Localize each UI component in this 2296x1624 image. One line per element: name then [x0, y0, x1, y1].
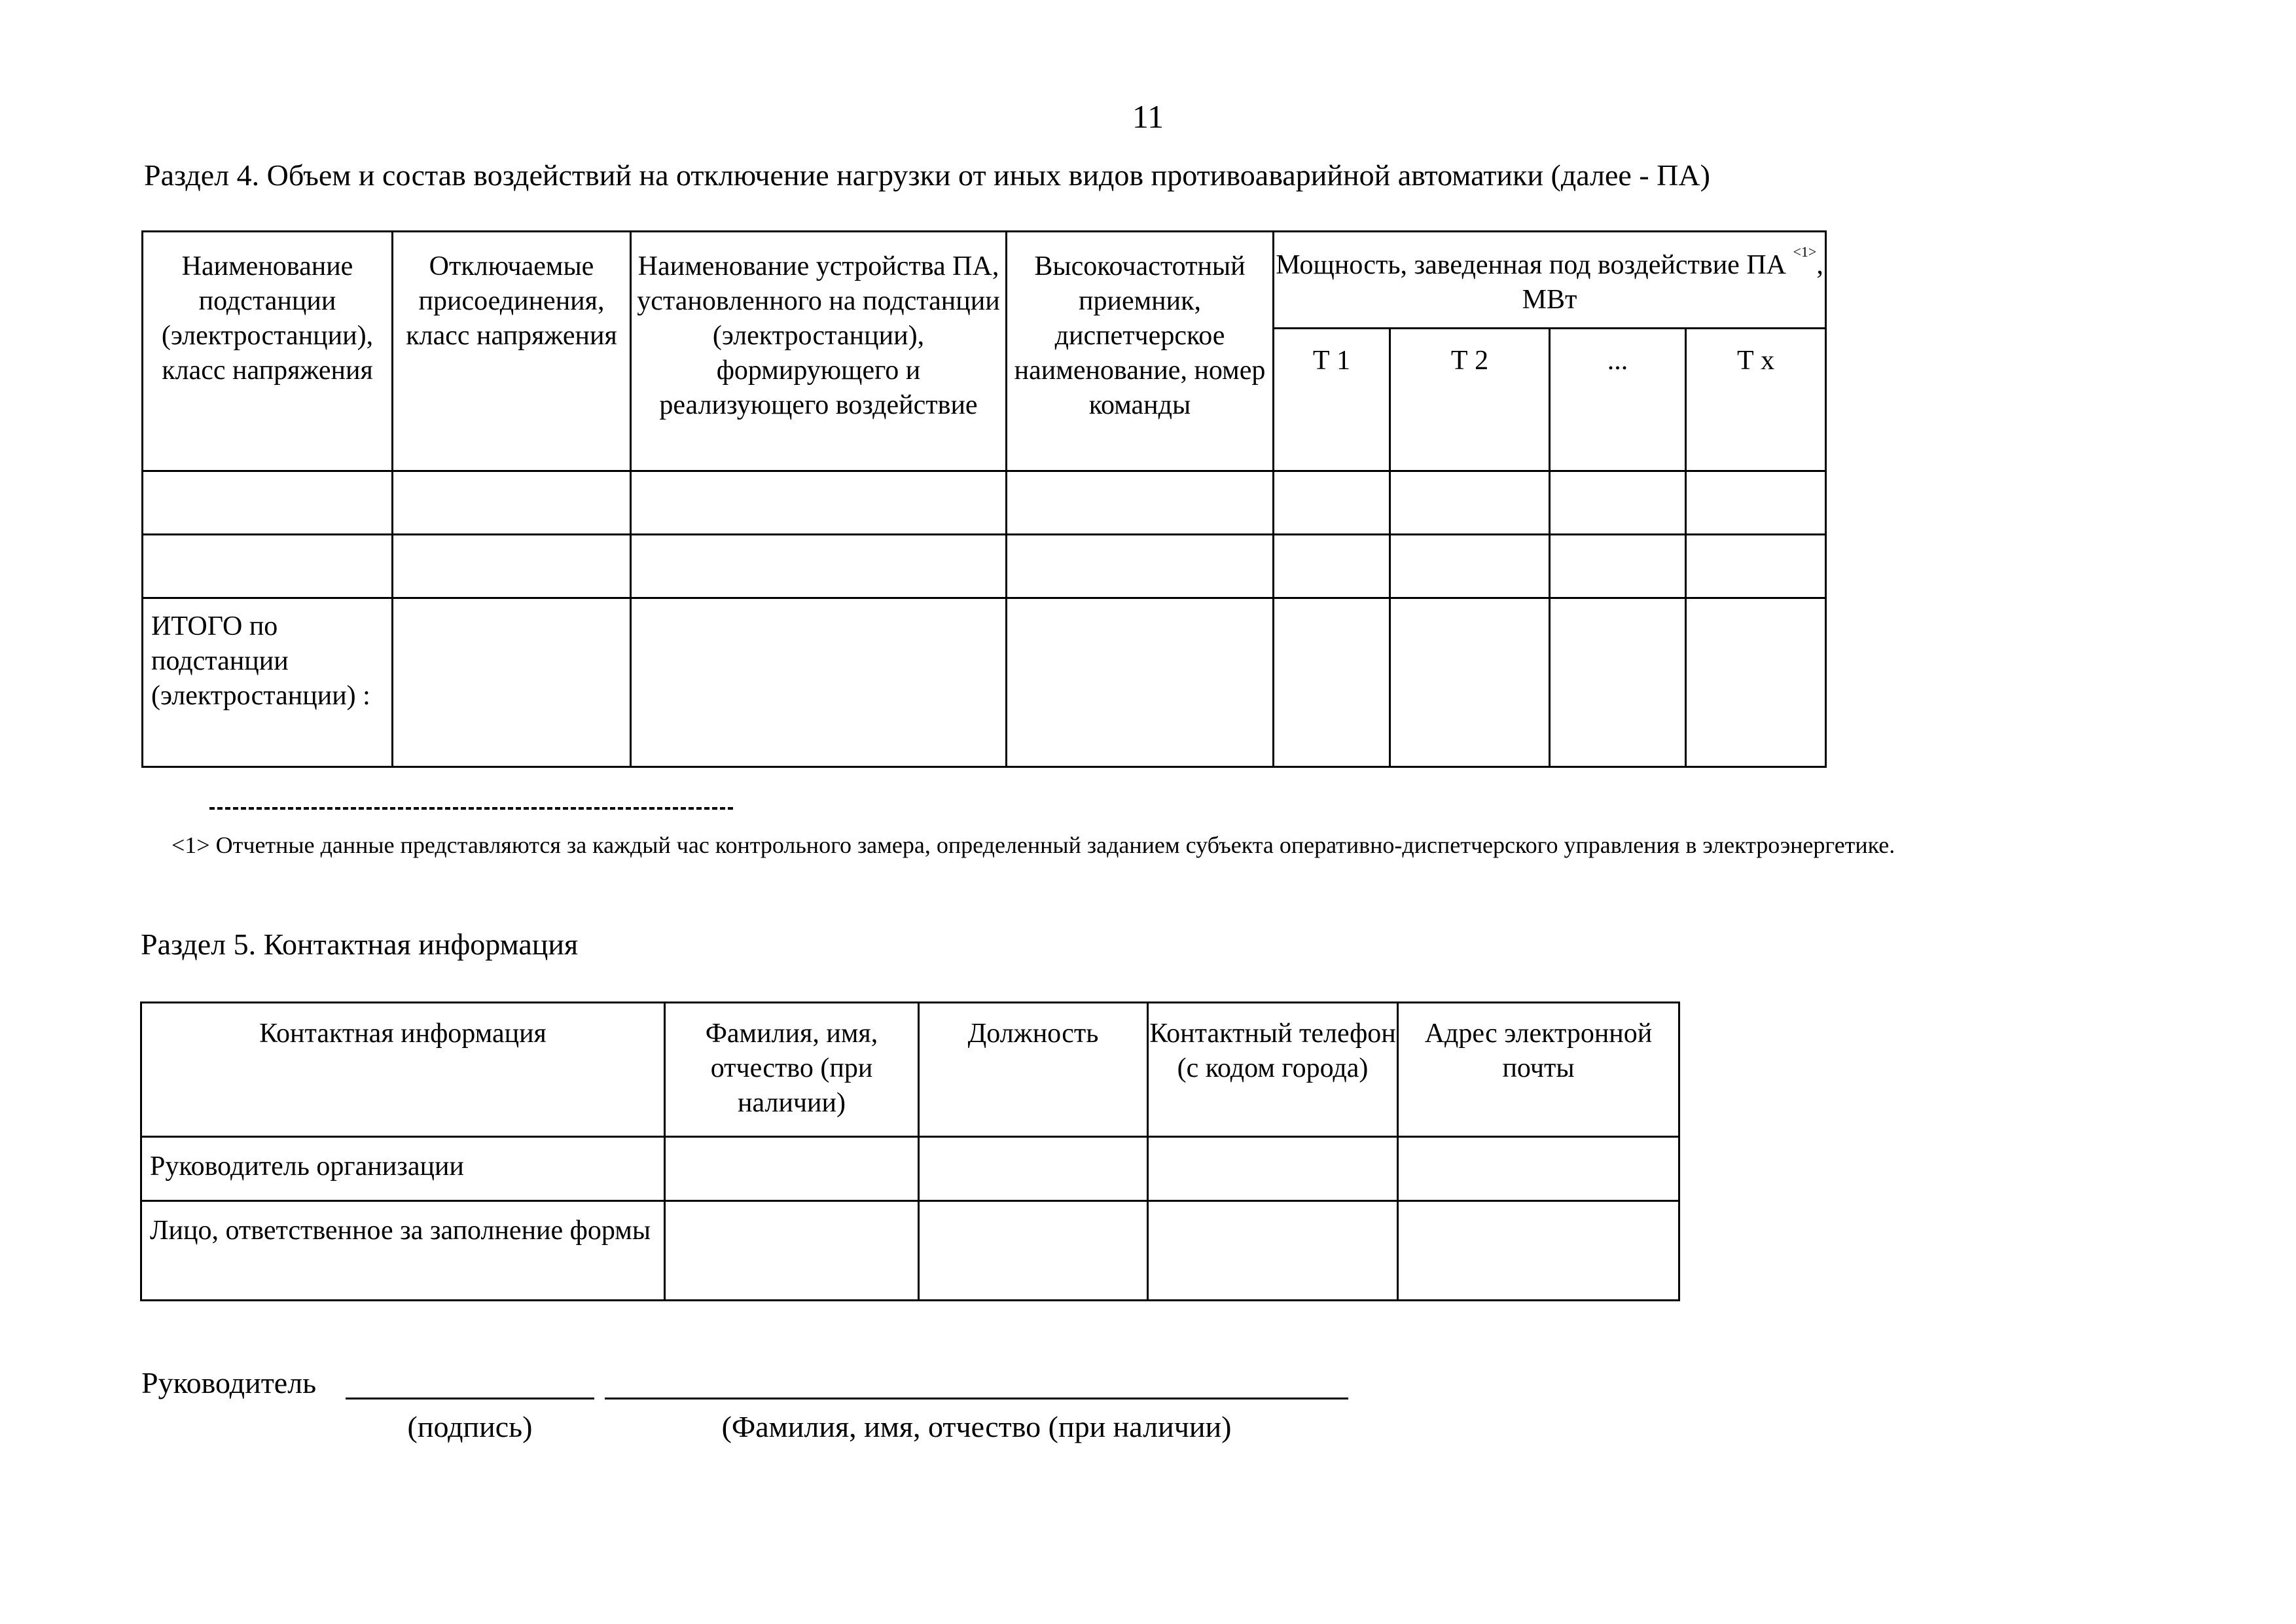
name-caption: (Фамилия, имя, отчество (при наличии) — [721, 1410, 1232, 1443]
cell[interactable] — [1686, 535, 1826, 598]
table-row — [143, 535, 1826, 598]
header-ellipsis: ... — [1550, 329, 1686, 471]
header-full-name: Фамилия, имя, отчество (при наличии) — [665, 1003, 919, 1137]
cell[interactable] — [393, 535, 631, 598]
footnote-divider — [209, 807, 733, 810]
cell[interactable] — [1398, 1137, 1679, 1201]
header-substation: Наименование подстанции (электростанции), класс напряжения — [143, 232, 393, 471]
cell[interactable] — [1148, 1137, 1398, 1201]
header-connections: Отключаемые присоединения, класс напряжения — [393, 232, 631, 471]
footnote-text: <1> Отчетные данные представляются за каждый час контрольного замера, определенный заданием субъекта оперативно-диспетчерского управления в электроэнергетике. — [171, 832, 1895, 858]
cell[interactable] — [1274, 598, 1390, 767]
section-5-table — [140, 1001, 1680, 1301]
cell[interactable] — [1398, 1201, 1679, 1301]
table-header-row — [143, 232, 1826, 329]
cell[interactable] — [919, 1201, 1148, 1301]
cell[interactable] — [631, 471, 1007, 535]
row-label-head: Руководитель организации — [141, 1137, 665, 1201]
section-4-table — [141, 230, 1827, 768]
section-4-title: Раздел 4. Объем и состав воздействий на отключение нагрузки от иных видов противоаварийной автоматики (далее - ПА) — [144, 158, 1710, 192]
signature-line[interactable] — [346, 1398, 594, 1399]
header-receiver: Высокочастотный приемник, диспетчерское наименование, номер команды — [1007, 232, 1274, 471]
table-row — [141, 1137, 1679, 1201]
cell[interactable] — [1007, 471, 1274, 535]
cell[interactable] — [143, 471, 393, 535]
cell[interactable] — [665, 1137, 919, 1201]
section-5-title: Раздел 5. Контактная информация — [141, 928, 579, 961]
cell[interactable] — [1686, 471, 1826, 535]
total-label: ИТОГО по подстанции (электростанции) : — [143, 598, 393, 767]
header-power — [1274, 232, 1826, 329]
cell[interactable] — [1148, 1201, 1398, 1301]
header-position: Должность — [919, 1003, 1148, 1137]
cell[interactable] — [1007, 535, 1274, 598]
header-email: Адрес электронной почты — [1398, 1003, 1679, 1137]
header-t1: Т 1 — [1274, 329, 1390, 471]
footnote-mark: <1> — [1793, 244, 1817, 260]
cell[interactable] — [919, 1137, 1148, 1201]
cell[interactable] — [1390, 535, 1550, 598]
signature-label: Руководитель — [141, 1366, 317, 1399]
cell[interactable] — [665, 1201, 919, 1301]
table-row — [141, 1201, 1679, 1301]
row-label-responsible: Лицо, ответственное за заполнение формы — [141, 1201, 665, 1301]
header-power-suffix: , МВт — [1522, 250, 1823, 315]
page-number: 11 — [1132, 98, 1164, 135]
cell[interactable] — [631, 598, 1007, 767]
cell[interactable] — [1390, 471, 1550, 535]
table-total-row — [143, 598, 1826, 767]
table-header-row — [141, 1003, 1679, 1137]
cell[interactable] — [1274, 535, 1390, 598]
cell[interactable] — [1550, 535, 1686, 598]
cell[interactable] — [1550, 471, 1686, 535]
signature-caption: (подпись) — [407, 1410, 533, 1443]
cell[interactable] — [143, 535, 393, 598]
cell[interactable] — [393, 471, 631, 535]
header-power-prefix: Мощность, заведенная под воздействие ПА — [1276, 250, 1786, 280]
cell[interactable] — [1390, 598, 1550, 767]
cell[interactable] — [1550, 598, 1686, 767]
header-t2: Т 2 — [1390, 329, 1550, 471]
header-contact-info: Контактная информация — [141, 1003, 665, 1137]
cell[interactable] — [1274, 471, 1390, 535]
cell[interactable] — [393, 598, 631, 767]
header-device: Наименование устройства ПА, установленного на подстанции (электростанции), формирующего и реализующего воздействие — [631, 232, 1007, 471]
cell[interactable] — [631, 535, 1007, 598]
cell[interactable] — [1686, 598, 1826, 767]
header-tx: Т х — [1686, 329, 1826, 471]
table-row — [143, 471, 1826, 535]
cell[interactable] — [1007, 598, 1274, 767]
header-phone: Контактный телефон (с кодом города) — [1148, 1003, 1398, 1137]
name-line[interactable] — [605, 1398, 1348, 1399]
